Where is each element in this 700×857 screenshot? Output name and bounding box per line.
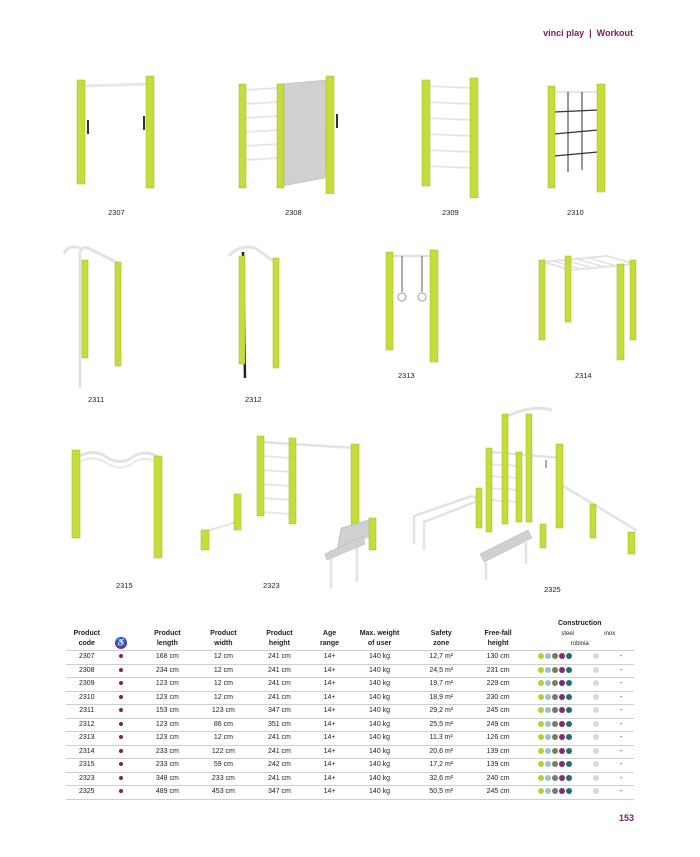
color-swatch-icon: [559, 734, 565, 740]
cell-height: 347 cm: [247, 705, 312, 719]
color-swatch-icon: [538, 667, 544, 673]
cell-robinia: -: [608, 678, 634, 692]
inox-cell: [585, 759, 609, 773]
color-swatch-icon: [538, 680, 544, 686]
cell-height: 241 cm: [247, 664, 312, 678]
cell-height: 241 cm: [247, 691, 312, 705]
color-swatch-icon: [545, 667, 551, 673]
accessibility-dot-icon: [119, 762, 123, 766]
cell-safety: 50,5 m²: [412, 786, 471, 800]
cell-code: 2313: [66, 732, 108, 746]
color-swatch-icon: [552, 761, 558, 767]
product-code-label: 2307: [108, 208, 125, 217]
color-swatch-icon: [566, 788, 572, 794]
page-number: 153: [618, 813, 634, 823]
header-freefall: Free-fall height: [484, 630, 512, 647]
cell-width: 12 cm: [200, 678, 247, 692]
cell-safety: 25,5 m²: [412, 718, 471, 732]
color-swatch-icon: [566, 653, 572, 659]
cell-code: 2312: [66, 718, 108, 732]
steel-colors-cell: [526, 664, 585, 678]
cell-age: 14+: [312, 759, 347, 773]
color-swatch-icon: [545, 694, 551, 700]
cell-height: 241 cm: [247, 651, 312, 665]
color-swatch-icon: [566, 761, 572, 767]
accessibility-cell: [108, 651, 135, 665]
cell-width: 12 cm: [200, 664, 247, 678]
product-code-label: 2312: [245, 395, 262, 404]
cell-safety: 17,2 m²: [412, 759, 471, 773]
cell-weight: 140 kg: [347, 759, 412, 773]
cell-code: 2308: [66, 664, 108, 678]
wheelchair-icon: ♿: [116, 638, 127, 647]
color-swatch-icon: [538, 694, 544, 700]
steel-colors-cell: [526, 705, 585, 719]
cell-freefall: 130 cm: [471, 651, 526, 665]
cell-length: 489 cm: [135, 786, 200, 800]
table-row: [66, 745, 634, 759]
color-swatch-icon: [566, 721, 572, 727]
product-image-2325: [410, 404, 640, 582]
color-swatch-icon: [538, 775, 544, 781]
product-code-label: 2308: [285, 208, 302, 217]
color-swatch-icon: [545, 788, 551, 794]
cell-freefall: 139 cm: [471, 745, 526, 759]
header-safety: Safety zone: [430, 630, 452, 647]
header-width: Product width: [210, 630, 237, 647]
table-row: [66, 705, 634, 719]
cell-height: 347 cm: [247, 786, 312, 800]
cell-age: 14+: [312, 678, 347, 692]
cell-width: 12 cm: [200, 732, 247, 746]
cell-weight: 140 kg: [347, 664, 412, 678]
steel-colors-cell: [526, 718, 585, 732]
section-name: Workout: [596, 28, 633, 38]
color-swatch-icon: [538, 721, 544, 727]
steel-colors-cell: [526, 651, 585, 665]
header-steel: steel: [561, 631, 575, 637]
cell-weight: 140 kg: [347, 651, 412, 665]
header-age: Age range: [319, 630, 340, 647]
accessibility-cell: [108, 759, 135, 773]
color-swatch-icon: [538, 761, 544, 767]
cell-freefall: 230 cm: [471, 691, 526, 705]
accessibility-dot-icon: [119, 668, 123, 672]
cell-age: 14+: [312, 745, 347, 759]
cell-safety: 11,3 m²: [412, 732, 471, 746]
header-robinia: robinia: [570, 641, 589, 647]
cell-safety: 20,6 m²: [412, 745, 471, 759]
color-swatch-icon: [552, 707, 558, 713]
color-swatch-icon: [552, 694, 558, 700]
table-row: [66, 786, 634, 800]
product-image-2313: [380, 248, 450, 364]
cell-width: 86 cm: [200, 718, 247, 732]
cell-safety: 12,7 m²: [412, 651, 471, 665]
accessibility-cell: [108, 664, 135, 678]
cell-safety: 24,5 m²: [412, 664, 471, 678]
cell-width: 59 cm: [200, 759, 247, 773]
table-header-row: [66, 618, 634, 651]
color-swatch-icon: [545, 761, 551, 767]
accessibility-dot-icon: [119, 722, 123, 726]
product-image-2323: [195, 432, 395, 590]
cell-weight: 140 kg: [347, 705, 412, 719]
brand-name: vinci play: [543, 28, 585, 38]
inox-cell: [585, 651, 609, 665]
color-swatch-icon: [552, 667, 558, 673]
accessibility-cell: [108, 786, 135, 800]
cell-weight: 140 kg: [347, 772, 412, 786]
color-swatch-icon: [552, 748, 558, 754]
header-length: Product length: [154, 630, 181, 647]
color-swatch-icon: [559, 748, 565, 754]
color-swatch-icon: [545, 775, 551, 781]
accessibility-cell: [108, 732, 135, 746]
cell-length: 123 cm: [135, 718, 200, 732]
cell-weight: 140 kg: [347, 678, 412, 692]
cell-length: 234 cm: [135, 664, 200, 678]
accessibility-dot-icon: [119, 789, 123, 793]
color-swatch-icon: [552, 721, 558, 727]
color-swatch-icon: [559, 761, 565, 767]
cell-height: 241 cm: [247, 745, 312, 759]
product-code-label: 2309: [442, 208, 459, 217]
product-image-2315: [66, 444, 176, 564]
cell-width: 122 cm: [200, 745, 247, 759]
product-image-2310: [540, 82, 610, 194]
cell-code: 2325: [66, 786, 108, 800]
cell-robinia: -: [608, 651, 634, 665]
color-swatch-icon: [545, 734, 551, 740]
accessibility-dot-icon: [119, 749, 123, 753]
cell-freefall: 240 cm: [471, 772, 526, 786]
product-code-label: 2311: [88, 395, 105, 404]
cell-age: 14+: [312, 651, 347, 665]
inox-cell: [585, 772, 609, 786]
cell-length: 233 cm: [135, 759, 200, 773]
color-swatch-icon: [552, 788, 558, 794]
steel-colors-cell: [526, 786, 585, 800]
color-swatch-icon: [552, 775, 558, 781]
cell-robinia: -: [608, 691, 634, 705]
cell-robinia: -: [608, 705, 634, 719]
cell-height: 241 cm: [247, 772, 312, 786]
cell-code: 2311: [66, 705, 108, 719]
cell-code: 2314: [66, 745, 108, 759]
cell-freefall: 245 cm: [471, 786, 526, 800]
header-construction: Construction steel inoxrobinia: [526, 618, 634, 651]
color-swatch-icon: [559, 667, 565, 673]
accessibility-dot-icon: [119, 695, 123, 699]
cell-age: 14+: [312, 732, 347, 746]
inox-swatch-icon: [593, 775, 599, 781]
accessibility-cell: [108, 718, 135, 732]
cell-robinia: -: [608, 745, 634, 759]
header-separator: |: [589, 28, 592, 38]
inox-cell: [585, 732, 609, 746]
cell-robinia: -: [608, 772, 634, 786]
cell-safety: 29,2 m²: [412, 705, 471, 719]
steel-colors-cell: [526, 772, 585, 786]
inox-swatch-icon: [593, 761, 599, 767]
steel-colors-cell: [526, 691, 585, 705]
cell-weight: 140 kg: [347, 745, 412, 759]
accessibility-cell: [108, 678, 135, 692]
inox-cell: [585, 786, 609, 800]
cell-robinia: -: [608, 786, 634, 800]
cell-code: 2315: [66, 759, 108, 773]
product-image-2309: [415, 74, 485, 198]
cell-length: 168 cm: [135, 651, 200, 665]
accessibility-cell: [108, 691, 135, 705]
cell-length: 123 cm: [135, 691, 200, 705]
inox-cell: [585, 678, 609, 692]
cell-weight: 140 kg: [347, 718, 412, 732]
color-swatch-icon: [538, 707, 544, 713]
table-row: [66, 732, 634, 746]
cell-age: 14+: [312, 718, 347, 732]
color-swatch-icon: [559, 694, 565, 700]
color-swatch-icon: [545, 680, 551, 686]
color-swatch-icon: [566, 667, 572, 673]
cell-robinia: -: [608, 718, 634, 732]
cell-code: 2310: [66, 691, 108, 705]
inox-swatch-icon: [593, 667, 599, 673]
color-swatch-icon: [545, 653, 551, 659]
inox-swatch-icon: [593, 694, 599, 700]
header-code: Product code: [73, 630, 100, 647]
cell-weight: 140 kg: [347, 691, 412, 705]
table-row: [66, 718, 634, 732]
color-swatch-icon: [559, 707, 565, 713]
accessibility-dot-icon: [119, 776, 123, 780]
cell-length: 123 cm: [135, 678, 200, 692]
product-image-2311: [58, 240, 138, 390]
steel-colors-cell: [526, 745, 585, 759]
header-accessibility: [108, 618, 135, 651]
inox-swatch-icon: [593, 707, 599, 713]
cell-age: 14+: [312, 786, 347, 800]
color-swatch-icon: [538, 748, 544, 754]
cell-length: 233 cm: [135, 745, 200, 759]
color-swatch-icon: [552, 653, 558, 659]
inox-cell: [585, 745, 609, 759]
table-row: [66, 772, 634, 786]
color-swatch-icon: [538, 653, 544, 659]
product-code-label: 2313: [398, 371, 415, 380]
steel-colors-cell: [526, 759, 585, 773]
header-inox: inox: [604, 631, 616, 637]
inox-cell: [585, 718, 609, 732]
cell-freefall: 139 cm: [471, 759, 526, 773]
cell-safety: 18,9 m²: [412, 691, 471, 705]
cell-robinia: -: [608, 732, 634, 746]
cell-height: 241 cm: [247, 678, 312, 692]
product-image-2308: [235, 74, 345, 194]
inox-swatch-icon: [593, 748, 599, 754]
product-code-label: 2325: [544, 585, 561, 594]
inox-cell: [585, 705, 609, 719]
color-swatch-icon: [538, 788, 544, 794]
color-swatch-icon: [559, 680, 565, 686]
cell-safety: 19,7 m²: [412, 678, 471, 692]
color-swatch-icon: [552, 680, 558, 686]
cell-height: 241 cm: [247, 732, 312, 746]
cell-freefall: 231 cm: [471, 664, 526, 678]
color-swatch-icon: [566, 748, 572, 754]
color-swatch-icon: [538, 734, 544, 740]
cell-freefall: 245 cm: [471, 705, 526, 719]
cell-freefall: 229 cm: [471, 678, 526, 692]
accessibility-dot-icon: [119, 681, 123, 685]
table-row: [66, 678, 634, 692]
cell-weight: 140 kg: [347, 786, 412, 800]
inox-cell: [585, 691, 609, 705]
color-swatch-icon: [552, 734, 558, 740]
cell-height: 351 cm: [247, 718, 312, 732]
inox-swatch-icon: [593, 721, 599, 727]
cell-width: 12 cm: [200, 651, 247, 665]
product-code-label: 2310: [567, 208, 584, 217]
color-swatch-icon: [566, 707, 572, 713]
cell-height: 242 cm: [247, 759, 312, 773]
color-swatch-icon: [559, 721, 565, 727]
color-swatch-icon: [566, 694, 572, 700]
color-swatch-icon: [545, 721, 551, 727]
inox-swatch-icon: [593, 653, 599, 659]
cell-width: 12 cm: [200, 691, 247, 705]
cell-length: 348 cm: [135, 772, 200, 786]
color-swatch-icon: [559, 788, 565, 794]
product-code-label: 2315: [116, 581, 133, 590]
specifications-table: [66, 618, 634, 800]
table-row: [66, 664, 634, 678]
accessibility-dot-icon: [119, 654, 123, 658]
cell-weight: 140 kg: [347, 732, 412, 746]
color-swatch-icon: [559, 775, 565, 781]
color-swatch-icon: [566, 775, 572, 781]
cell-age: 14+: [312, 664, 347, 678]
product-code-label: 2323: [263, 581, 280, 590]
steel-colors-cell: [526, 732, 585, 746]
cell-age: 14+: [312, 705, 347, 719]
cell-code: 2307: [66, 651, 108, 665]
cell-width: 123 cm: [200, 705, 247, 719]
inox-cell: [585, 664, 609, 678]
cell-age: 14+: [312, 772, 347, 786]
header-weight: Max. weight of user: [359, 630, 400, 647]
cell-width: 233 cm: [200, 772, 247, 786]
cell-code: 2323: [66, 772, 108, 786]
product-code-label: 2314: [575, 371, 592, 380]
cell-length: 153 cm: [135, 705, 200, 719]
cell-age: 14+: [312, 691, 347, 705]
table-row: [66, 691, 634, 705]
product-image-2307: [70, 72, 165, 192]
color-swatch-icon: [545, 748, 551, 754]
cell-length: 123 cm: [135, 732, 200, 746]
inox-swatch-icon: [593, 680, 599, 686]
table-row: [66, 651, 634, 665]
product-image-2314: [535, 252, 645, 368]
cell-width: 453 cm: [200, 786, 247, 800]
cell-robinia: -: [608, 664, 634, 678]
header-height: Product height: [266, 630, 293, 647]
color-swatch-icon: [566, 680, 572, 686]
page-header: [543, 28, 633, 38]
accessibility-cell: [108, 745, 135, 759]
cell-safety: 32,6 m²: [412, 772, 471, 786]
inox-swatch-icon: [593, 788, 599, 794]
accessibility-dot-icon: [119, 735, 123, 739]
table-row: [66, 759, 634, 773]
accessibility-dot-icon: [119, 708, 123, 712]
cell-freefall: 249 cm: [471, 718, 526, 732]
color-swatch-icon: [545, 707, 551, 713]
steel-colors-cell: [526, 678, 585, 692]
cell-robinia: -: [608, 759, 634, 773]
accessibility-cell: [108, 705, 135, 719]
color-swatch-icon: [566, 734, 572, 740]
cell-code: 2309: [66, 678, 108, 692]
inox-swatch-icon: [593, 734, 599, 740]
color-swatch-icon: [559, 653, 565, 659]
cell-freefall: 126 cm: [471, 732, 526, 746]
product-image-2312: [225, 244, 295, 384]
accessibility-cell: [108, 772, 135, 786]
